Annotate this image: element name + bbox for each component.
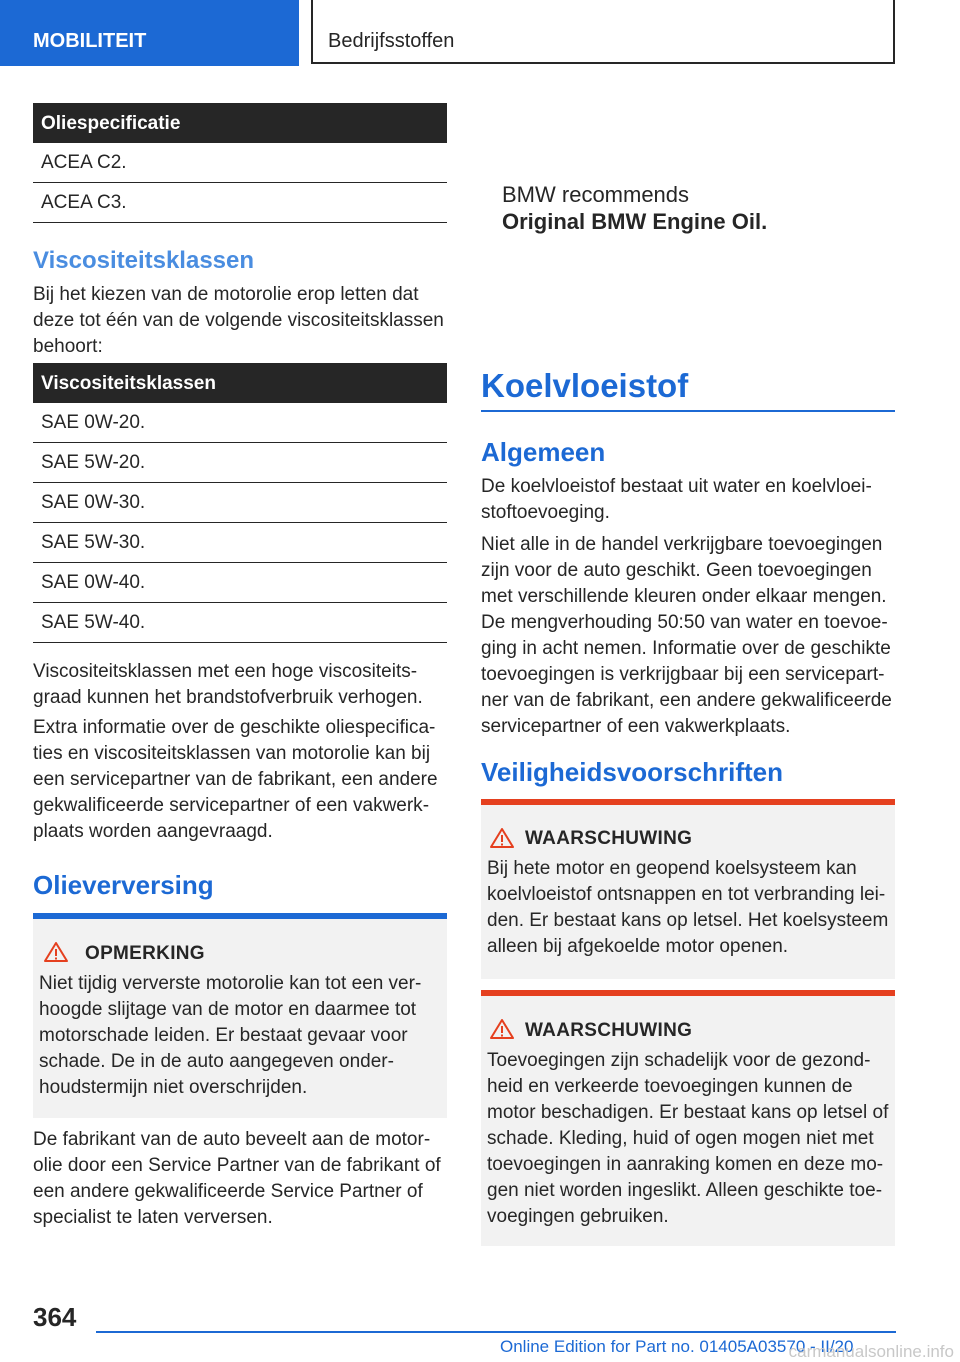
notice-bar (33, 913, 447, 919)
warning-text: Toevoegingen zijn schadelijk voor de gezondheid en verkeerde toevoegingen kunnen de motor beschadigen. Er bestaat kans op letsel of schade. Kleding, huid of ogen mogen niet met toevoegingen in aanraking komen en deze mogen niet worden ingeslikt. Alleen geschikte toevoegingen gebruiken. (487, 1050, 889, 1227)
warning-bar (481, 990, 895, 996)
table-row: SAE 0W-20. (33, 403, 447, 443)
footer-rule (96, 1331, 896, 1333)
edition-text: Online Edition for Part no. 01405A03570 - II/20 (500, 1337, 854, 1356)
warning-triangle-icon (489, 1018, 515, 1040)
notice-title: OPMERKING (85, 943, 205, 964)
viscosity-heading: Viscositeitsklassen (33, 247, 255, 274)
general-paragraph-2: Niet alle in de handel verkrijgbare toevoegingen zijn voor de auto geschikt. Geen toevoegingen met verschillende kleuren onder elkaar mengen. De mengverhouding 50:50 van water en toevoeging in acht nemen. Informatie over de geschikte toevoegingen is verkrijgbaar bij een servicepartner van de fabrikant, een andere gekwalificeerde servicepartner of een vakwerkplaats. (481, 534, 892, 737)
oil-spec-table (33, 103, 447, 223)
table-row: SAE 0W-40. (33, 563, 447, 603)
chapter-title: Bedrijfsstoffen (311, 0, 895, 64)
bmw-oil-logo (502, 182, 767, 236)
bmw-logo-line-2: Original BMW Engine Oil. (502, 209, 768, 234)
table-row: ACEA C2. (33, 143, 447, 183)
general-heading: Algemeen (481, 437, 606, 467)
table-row: SAE 5W-40. (33, 603, 447, 643)
general-paragraph-1: De koelvloeistof bestaat uit water en koelvloeistoftoevoeging. (481, 476, 872, 523)
notice-text: Niet tijdig ververste motorolie kan tot een verhoogde slijtage van de motor en daarmee tot motorschade leiden. Er bestaat gevaar voor schade. De in de auto aangegeven onderhoudstermijn niet overschrijden. (39, 973, 422, 1098)
warning-title: WAARSCHUWING (525, 1020, 693, 1041)
warning-text: Bij hete motor en geopend koelsysteem kan koelvloeistof ontsnappen en tot verbranding leiden. Er bestaat kans op letsel. Het koelsysteem alleen bij afgekoelde motor openen. (487, 858, 889, 957)
watermark: carmanualsonline.info (788, 1342, 954, 1361)
table-row: SAE 5W-20. (33, 443, 447, 483)
warning-triangle-icon (43, 941, 69, 963)
table-row: ACEA C3. (33, 183, 447, 223)
viscosity-paragraph-1: Viscositeitsklassen met een hoge viscositeitsgraad kunnen het brandstofverbruik verhogen. (33, 661, 423, 708)
coolant-heading-rule (481, 410, 895, 412)
oil-change-heading: Olieverversing (33, 870, 214, 900)
coolant-heading: Koelvloeistof (481, 367, 689, 404)
viscosity-paragraph-2: Extra informatie over de geschikte oliespecificaties en viscositeitsklassen van motorolie kan bij een servicepartner van de fabrikant, een andere gekwalificeerde servicepartner of een vakwerkplaats worden aangevraagd. (33, 717, 438, 842)
warning-box-2 (481, 990, 895, 1246)
viscosity-table (33, 363, 447, 643)
page-number: 364 (33, 1302, 77, 1332)
table-row: SAE 5W-30. (33, 523, 447, 563)
viscosity-table-header: Viscositeitsklassen (33, 363, 447, 403)
warning-triangle-icon (489, 827, 515, 849)
warning-box-1 (481, 799, 895, 979)
section-tab: MOBILITEIT (0, 0, 299, 66)
viscosity-intro: Bij het kiezen van de motorolie erop letten dat deze tot één van de volgende viscositeitsklassen behoort: (33, 284, 444, 357)
warning-title: WAARSCHUWING (525, 828, 693, 849)
oil-change-paragraph: De fabrikant van de auto beveelt aan de motorolie door een Service Partner van de fabrikant of een andere gekwalificeerde Service Partner of specialist te laten verversen. (33, 1129, 441, 1228)
bmw-logo-line-1: BMW recommends (502, 182, 690, 207)
safety-heading: Veiligheidsvoorschriften (481, 757, 783, 787)
warning-bar (481, 799, 895, 805)
oil-spec-table-header: Oliespecificatie (33, 103, 447, 143)
table-row: SAE 0W-30. (33, 483, 447, 523)
notice-box (33, 913, 447, 1118)
